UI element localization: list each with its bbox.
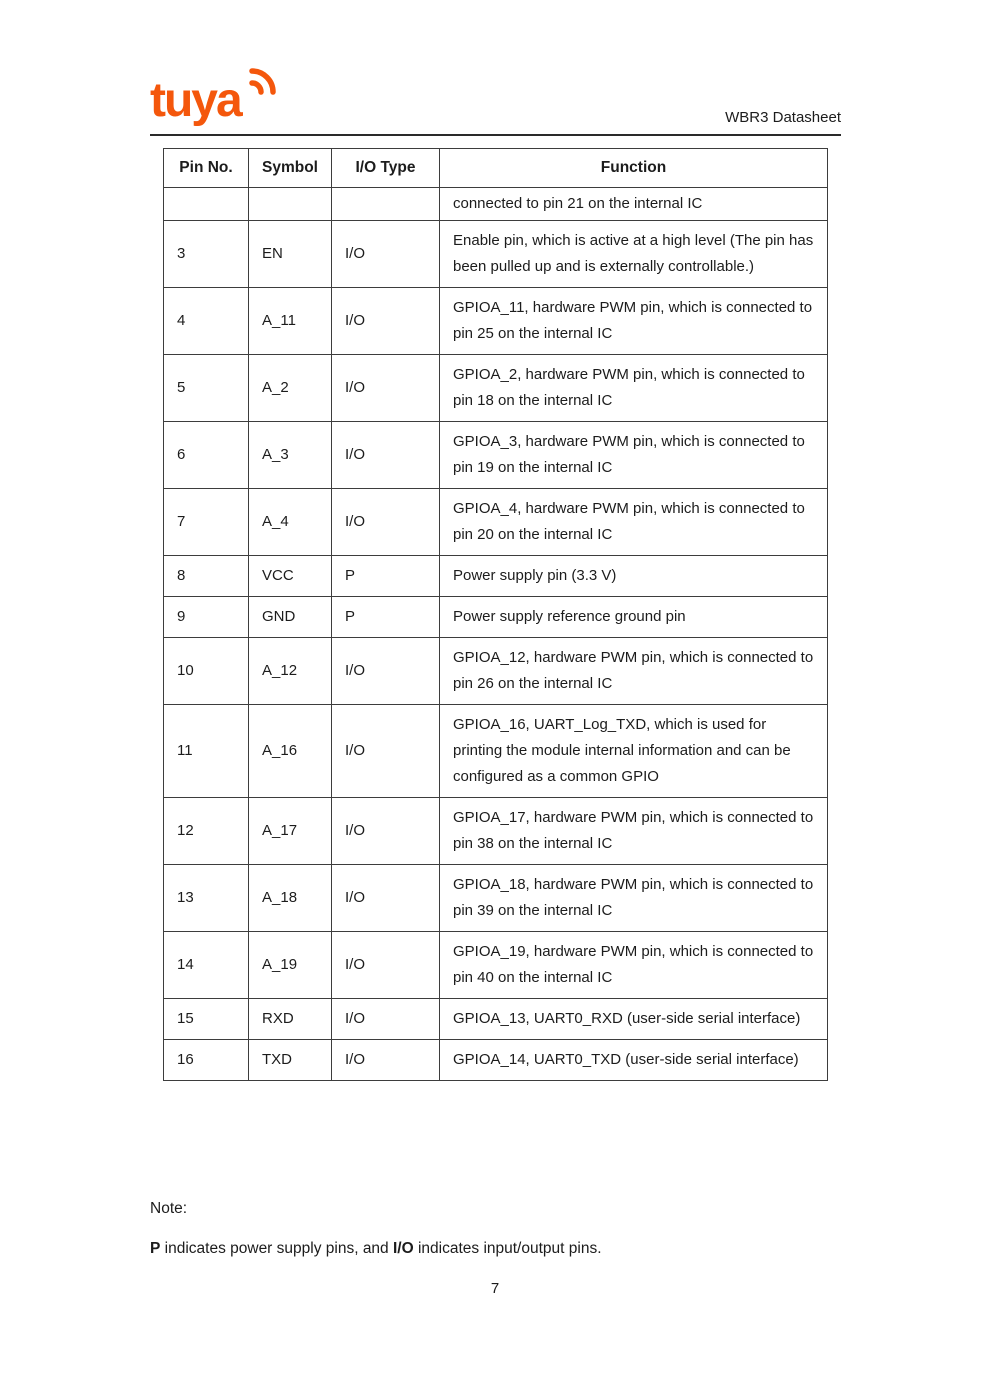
function-cell: Power supply pin (3.3 V) (440, 556, 828, 597)
symbol-cell: A_19 (249, 932, 332, 999)
symbol-cell: EN (249, 221, 332, 288)
note-bold-io: I/O (392, 1240, 414, 1257)
function-cell: Power supply reference ground pin (440, 597, 828, 638)
symbol-cell: GND (249, 597, 332, 638)
symbol-cell: A_11 (249, 288, 332, 355)
function-cell: GPIOA_12, hardware PWM pin, which is connected to pin 26 on the internal IC (440, 638, 828, 705)
pin-cell: 13 (164, 865, 249, 932)
pin-cell: 12 (164, 798, 249, 865)
column-header-function: Function (440, 149, 828, 188)
pin-cell: 10 (164, 638, 249, 705)
column-header-io-type: I/O Type (332, 149, 440, 188)
table-row (164, 705, 828, 798)
page-header (150, 70, 841, 136)
function-cell: GPIOA_4, hardware PWM pin, which is connected to pin 20 on the internal IC (440, 489, 828, 556)
function-cell: GPIOA_17, hardware PWM pin, which is connected to pin 38 on the internal IC (440, 798, 828, 865)
pin-cell: 14 (164, 932, 249, 999)
pin-cell: 11 (164, 705, 249, 798)
page-number: 7 (490, 1280, 500, 1297)
symbol-cell: RXD (249, 999, 332, 1040)
table-row (164, 798, 828, 865)
note-bold-p: P (150, 1240, 161, 1257)
table-row (164, 638, 828, 705)
note-label: Note: (150, 1200, 188, 1217)
io-type-cell: I/O (332, 638, 440, 705)
symbol-cell: A_12 (249, 638, 332, 705)
pin-cell: 5 (164, 355, 249, 422)
symbol-cell: A_17 (249, 798, 332, 865)
io-type-cell: I/O (332, 798, 440, 865)
function-cell: Enable pin, which is active at a high level (The pin has been pulled up and is externally controllable.) (440, 221, 828, 288)
function-cell: GPIOA_14, UART0_TXD (user-side serial interface) (440, 1040, 828, 1081)
note-segment: indicates power supply pins, and (160, 1240, 393, 1257)
io-type-cell: P (332, 597, 440, 638)
io-type-cell: I/O (332, 355, 440, 422)
io-type-cell: I/O (332, 705, 440, 798)
tuya-logo (150, 72, 241, 132)
table-row (164, 221, 828, 288)
io-type-cell (332, 188, 440, 221)
table-row (164, 999, 828, 1040)
function-cell: GPIOA_2, hardware PWM pin, which is connected to pin 18 on the internal IC (440, 355, 828, 422)
pin-cell: 4 (164, 288, 249, 355)
table-row (164, 288, 828, 355)
symbol-cell: VCC (249, 556, 332, 597)
table-row (164, 932, 828, 999)
symbol-cell: A_4 (249, 489, 332, 556)
pin-cell: 15 (164, 999, 249, 1040)
note-text (150, 1240, 602, 1258)
table-row (164, 489, 828, 556)
table-row (164, 188, 828, 221)
table-row (164, 865, 828, 932)
function-cell: GPIOA_19, hardware PWM pin, which is connected to pin 40 on the internal IC (440, 932, 828, 999)
pin-cell: 7 (164, 489, 249, 556)
pin-table-body (164, 188, 828, 1081)
io-type-cell: I/O (332, 999, 440, 1040)
function-cell: connected to pin 21 on the internal IC (440, 188, 828, 221)
table-row (164, 597, 828, 638)
tuya-logo-text: tuya (150, 74, 241, 127)
function-cell: GPIOA_3, hardware PWM pin, which is connected to pin 19 on the internal IC (440, 422, 828, 489)
io-type-cell: I/O (332, 422, 440, 489)
pin-cell (164, 188, 249, 221)
function-cell: GPIOA_18, hardware PWM pin, which is connected to pin 39 on the internal IC (440, 865, 828, 932)
pin-cell: 3 (164, 221, 249, 288)
pin-cell: 9 (164, 597, 249, 638)
pin-cell: 16 (164, 1040, 249, 1081)
function-cell: GPIOA_13, UART0_RXD (user-side serial interface) (440, 999, 828, 1040)
table-row (164, 355, 828, 422)
symbol-cell: TXD (249, 1040, 332, 1081)
table-row (164, 556, 828, 597)
table-header-row (164, 149, 828, 188)
column-header-symbol: Symbol (249, 149, 332, 188)
function-cell: GPIOA_11, hardware PWM pin, which is connected to pin 25 on the internal IC (440, 288, 828, 355)
column-header-pin-no: Pin No. (164, 149, 249, 188)
header-rule (150, 134, 841, 136)
io-type-cell: I/O (332, 221, 440, 288)
table-row (164, 1040, 828, 1081)
pin-cell: 6 (164, 422, 249, 489)
symbol-cell: A_18 (249, 865, 332, 932)
io-type-cell: I/O (332, 865, 440, 932)
symbol-cell: A_3 (249, 422, 332, 489)
io-type-cell: I/O (332, 489, 440, 556)
pin-cell: 8 (164, 556, 249, 597)
symbol-cell: A_16 (249, 705, 332, 798)
wifi-signal-icon (244, 64, 284, 100)
io-type-cell: I/O (332, 1040, 440, 1081)
symbol-cell: A_2 (249, 355, 332, 422)
pin-definition-table (163, 148, 828, 1081)
note-segment: indicates input/output pins. (413, 1240, 602, 1257)
document-title: WBR3 Datasheet (725, 109, 841, 126)
function-cell: GPIOA_16, UART_Log_TXD, which is used for printing the module internal information and can be configured as a common GPIO (440, 705, 828, 798)
table-row (164, 422, 828, 489)
io-type-cell: I/O (332, 932, 440, 999)
io-type-cell: P (332, 556, 440, 597)
io-type-cell: I/O (332, 288, 440, 355)
symbol-cell (249, 188, 332, 221)
